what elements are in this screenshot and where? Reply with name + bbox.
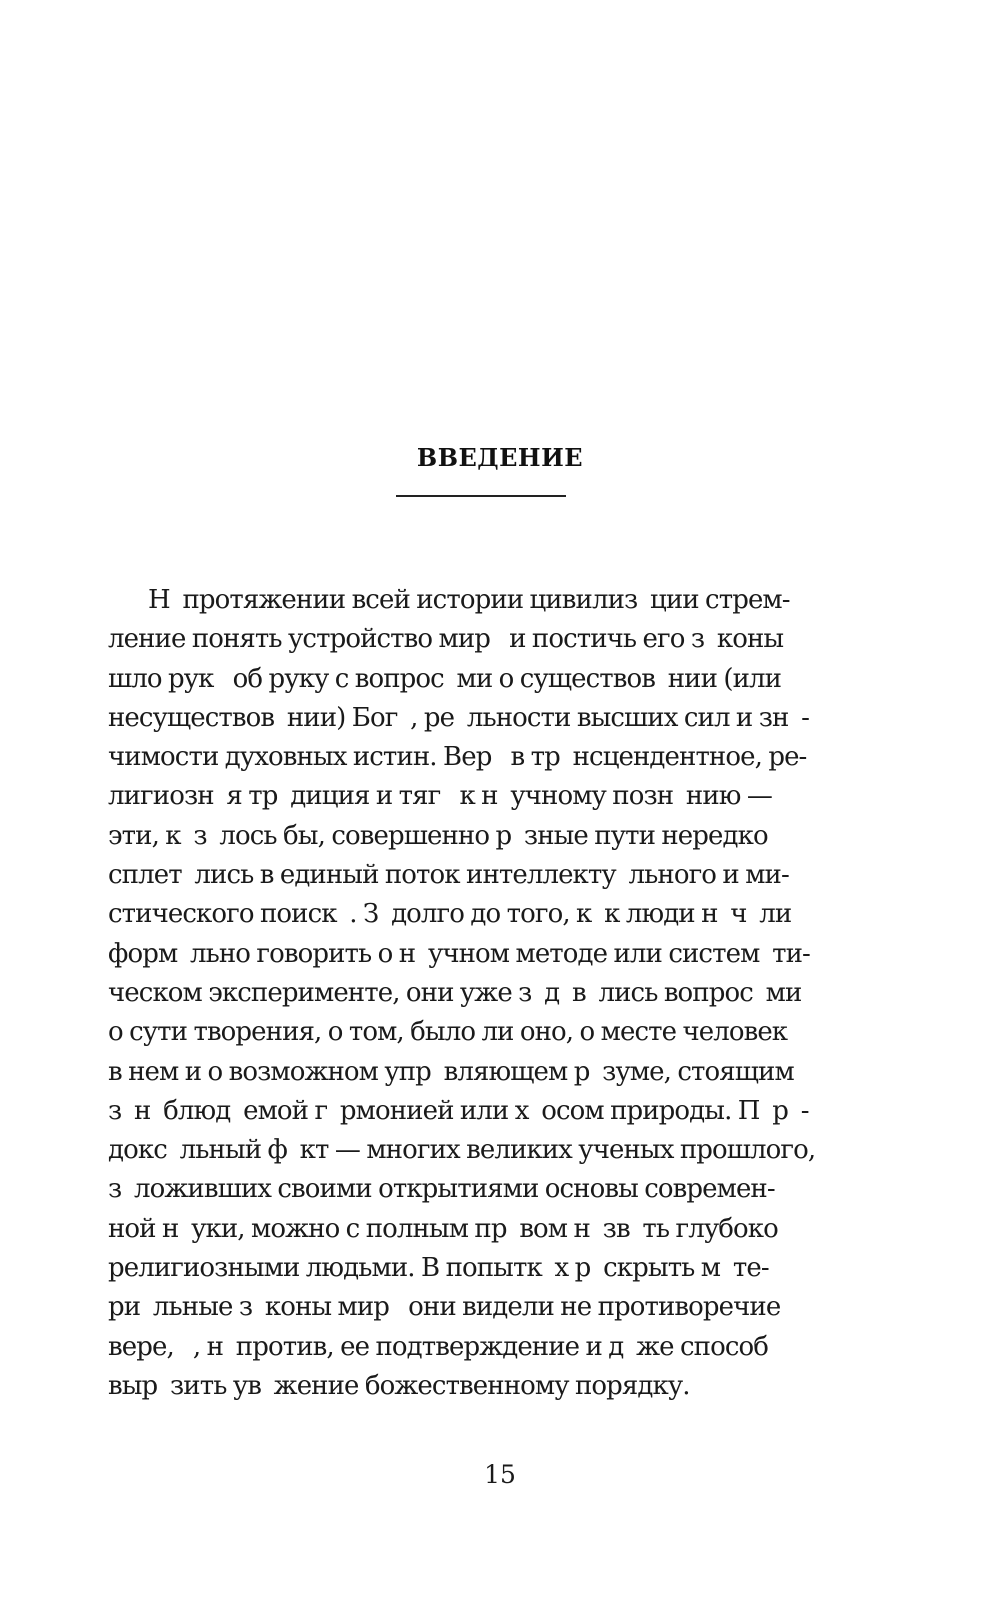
text-line: з н блюд емой г рмонией или х осом природы. П р - (108, 1095, 809, 1126)
text-line: религиозными людьми. В попытк х р скрыть м те- (108, 1253, 769, 1284)
page-number: 15 (484, 1460, 516, 1489)
text-line: выр зить ув жение божественному порядку. (108, 1370, 690, 1401)
text-line: ление понять устройство мир и постичь его з коны (108, 624, 784, 655)
text-line: лигиозн я тр диция и тяг к н учному позн нию — (108, 781, 772, 812)
text-line: форм льно говорить о н учном методе или систем ти- (108, 938, 810, 969)
text-line: Н протяжении всей истории цивилиз ции стрем- (148, 585, 790, 615)
text-line: стического поиск . З долго до того, к к люди н ч ли (108, 899, 792, 930)
text-line: з ложивших своими открытиями основы современ- (108, 1174, 775, 1205)
text-line: ческом эксперименте, они уже з д в лись вопрос ми (108, 977, 802, 1008)
text-line: шло рук об руку с вопрос ми о существов нии (или (108, 663, 782, 694)
chapter-title: ВВЕДЕНИЕ (416, 443, 584, 472)
text-line: докс льный ф кт — многих великих ученых прошлого, (108, 1135, 816, 1166)
title-underline (396, 495, 566, 497)
text-line: чимости духовных истин. Вер в тр нсцендентное, ре- (108, 742, 807, 773)
body-paragraph (108, 581, 868, 1406)
text-line: несуществов нии) Бог , ре льности высших сил и зн - (108, 702, 810, 733)
text-line: вере, , н против, ее подтверждение и д же способ (108, 1331, 769, 1362)
text-line: сплет лись в единый поток интеллекту льного и ми- (108, 860, 789, 891)
text-line: о сути творения, о том, было ли оно, о месте человек (108, 1017, 788, 1048)
text-line: в нем и о возможном упр вляющем р зуме, стоящим (108, 1056, 794, 1087)
text-line: ри льные з коны мир они видели не противоречие (108, 1292, 781, 1323)
text-line: эти, к з лось бы, совершенно р зные пути нередко (108, 820, 768, 851)
text-line: ной н уки, можно с полным пр вом н зв ть глубоко (108, 1213, 778, 1244)
